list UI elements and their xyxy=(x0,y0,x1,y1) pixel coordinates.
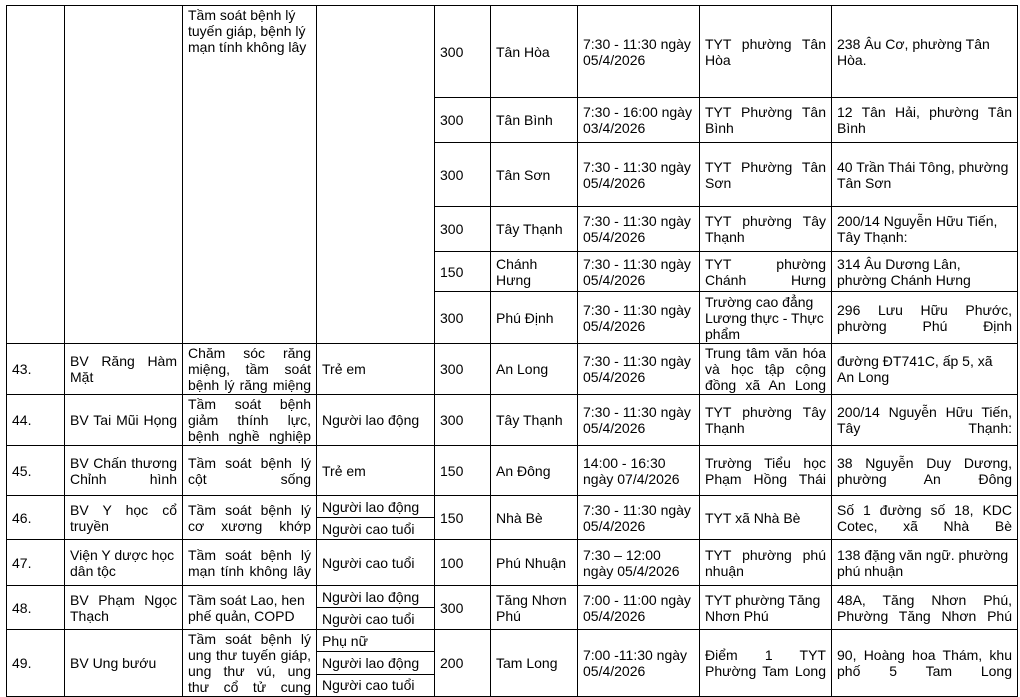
stt-cell: 45. xyxy=(7,446,65,496)
content-cell: Tầm soát Lao, hen phế quản, COPD xyxy=(183,586,317,630)
table-row xyxy=(7,496,1018,518)
time-cell: 14:00 - 16:30 ngày 07/4/2026 xyxy=(578,446,700,496)
unit-cell: Viện Y dược học dân tộc xyxy=(65,540,183,586)
target-cell: Người lao động xyxy=(317,395,435,446)
content-cell: Tầm soát bệnh lý tuyến giáp, bệnh lý mạn tính không lây xyxy=(183,6,317,344)
address-cell: 296 Lưu Hữu Phước, phường Phú Định xyxy=(832,292,1018,344)
stt-cell: 49. xyxy=(7,630,65,697)
unit-cell: BV Tai Mũi Họng xyxy=(65,395,183,446)
stt-cell: 46. xyxy=(7,496,65,540)
area-cell: Tăng Nhơn Phú xyxy=(491,586,578,630)
place-cell: TYT phường Tây Thạnh xyxy=(700,207,832,252)
place-cell: TYT Phường Tân Sơn xyxy=(700,143,832,207)
stt-cell: 43. xyxy=(7,344,65,395)
address-cell: 48A, Tăng Nhơn Phú, Phường Tăng Nhơn Phú xyxy=(832,586,1018,630)
target-cell: Người cao tuổi xyxy=(317,608,435,630)
qty-cell: 300 xyxy=(435,586,491,630)
place-cell: TYT phường Chánh Hưng xyxy=(700,252,832,292)
address-cell: 200/14 Nguyễn Hữu Tiến, Tây Thạnh: xyxy=(832,207,1018,252)
target-cell: Trẻ em xyxy=(317,344,435,395)
stt-cell xyxy=(7,6,65,344)
target-cell: Người lao động xyxy=(317,496,435,518)
time-cell: 7:30 - 11:30 ngày 05/4/2026 xyxy=(578,496,700,540)
address-cell: 200/14 Nguyễn Hữu Tiến, Tây Thạnh: xyxy=(832,395,1018,446)
unit-cell: BV Phạm Ngọc Thạch xyxy=(65,586,183,630)
address-cell: Số 1 đường số 18, KDC Cotec, xã Nhà Bè xyxy=(832,496,1018,540)
qty-cell: 200 xyxy=(435,630,491,697)
content-cell: Tầm soát bệnh lý mạn tính không lây xyxy=(183,540,317,586)
target-cell: Phụ nữ xyxy=(317,630,435,652)
area-cell: Tân Bình xyxy=(491,98,578,143)
target-cell xyxy=(317,6,435,344)
address-cell: 138 đặng văn ngữ. phường phú nhuận xyxy=(832,540,1018,586)
unit-cell: BV Ung bướu xyxy=(65,630,183,697)
qty-cell: 300 xyxy=(435,143,491,207)
unit-cell: BV Răng Hàm Mặt xyxy=(65,344,183,395)
table-row xyxy=(7,540,1018,586)
content-cell: Chăm sóc răng miệng, tầm soát bệnh lý răng miệng xyxy=(183,344,317,395)
qty-cell: 150 xyxy=(435,446,491,496)
stt-cell: 44. xyxy=(7,395,65,446)
place-cell: TYT phường Tăng Nhơn Phú xyxy=(700,586,832,630)
table-row xyxy=(7,395,1018,446)
place-cell: Trường cao đẳng Lương thực - Thực phẩm xyxy=(700,292,832,344)
time-cell: 7:30 - 11:30 ngày 05/4/2026 xyxy=(578,6,700,98)
qty-cell: 300 xyxy=(435,207,491,252)
qty-cell: 150 xyxy=(435,496,491,540)
address-cell: 314 Âu Dương Lân, phường Chánh Hưng xyxy=(832,252,1018,292)
table-row xyxy=(7,344,1018,395)
time-cell: 7:00 -11:30 ngày 05/4/2026 xyxy=(578,630,700,697)
address-cell: 90, Hoàng hoa Thám, khu phố 5 Tam Long xyxy=(832,630,1018,697)
address-cell: 38 Nguyễn Duy Dương, phường An Đông xyxy=(832,446,1018,496)
time-cell: 7:00 - 11:00 ngày 05/4/2026 xyxy=(578,586,700,630)
place-cell: TYT phường Tây Thạnh xyxy=(700,395,832,446)
time-cell: 7:30 - 11:30 ngày 05/4/2026 xyxy=(578,344,700,395)
content-cell: Tầm soát bệnh lý cơ xương khớp xyxy=(183,496,317,540)
unit-cell: BV Y học cổ truyền xyxy=(65,496,183,540)
schedule-table xyxy=(6,5,1018,697)
unit-cell: BV Chấn thương Chỉnh hình xyxy=(65,446,183,496)
stt-cell: 48. xyxy=(7,586,65,630)
table-row xyxy=(7,6,1018,98)
stt-cell: 47. xyxy=(7,540,65,586)
place-cell: Điểm 1 TYT Phường Tam Long xyxy=(700,630,832,697)
target-cell: Người lao động xyxy=(317,652,435,674)
area-cell: Phú Nhuận xyxy=(491,540,578,586)
time-cell: 7:30 - 11:30 ngày 05/4/2026 xyxy=(578,143,700,207)
time-cell: 7:30 – 12:00 ngày 05/4/2026 xyxy=(578,540,700,586)
content-cell: Tầm soát bệnh giảm thính lực, bệnh nghề nghiệp xyxy=(183,395,317,446)
place-cell: TYT Phường Tân Bình xyxy=(700,98,832,143)
qty-cell: 100 xyxy=(435,540,491,586)
area-cell: Tam Long xyxy=(491,630,578,697)
area-cell: An Long xyxy=(491,344,578,395)
place-cell: TYT phường Tân Hòa xyxy=(700,6,832,98)
target-cell: Người cao tuổi xyxy=(317,518,435,540)
target-cell: Người lao động xyxy=(317,586,435,608)
qty-cell: 300 xyxy=(435,344,491,395)
time-cell: 7:30 - 11:30 ngày 05/4/2026 xyxy=(578,395,700,446)
content-cell: Tầm soát bệnh lý cột sống xyxy=(183,446,317,496)
qty-cell: 300 xyxy=(435,98,491,143)
qty-cell: 300 xyxy=(435,395,491,446)
content-cell: Tầm soát bệnh lý ung thư tuyến giáp, ung thư vú, ung thư cổ tử cung xyxy=(183,630,317,697)
area-cell: Tân Sơn xyxy=(491,143,578,207)
time-cell: 7:30 - 16:00 ngày 03/4/2026 xyxy=(578,98,700,143)
area-cell: Phú Định xyxy=(491,292,578,344)
place-cell: TYT phường phú nhuận xyxy=(700,540,832,586)
target-cell: Trẻ em xyxy=(317,446,435,496)
unit-cell xyxy=(65,6,183,344)
time-cell: 7:30 - 11:30 ngày 05/4/2026 xyxy=(578,292,700,344)
address-cell: 238 Âu Cơ, phường Tân Hòa. xyxy=(832,6,1018,98)
time-cell: 7:30 - 11:30 ngày 05/4/2026 xyxy=(578,207,700,252)
qty-cell: 300 xyxy=(435,6,491,98)
table-row xyxy=(7,586,1018,608)
target-cell: Người cao tuổi xyxy=(317,674,435,696)
area-cell: Tây Thạnh xyxy=(491,207,578,252)
table-row xyxy=(7,446,1018,496)
area-cell: An Đông xyxy=(491,446,578,496)
place-cell: Trường Tiểu học Phạm Hồng Thái xyxy=(700,446,832,496)
address-cell: 12 Tân Hải, phường Tân Bình xyxy=(832,98,1018,143)
place-cell: Trung tâm văn hóa và học tập cộng đồng xã An Long xyxy=(700,344,832,395)
area-cell: Tân Hòa xyxy=(491,6,578,98)
address-cell: 40 Trần Thái Tông, phường Tân Sơn xyxy=(832,143,1018,207)
place-cell: TYT xã Nhà Bè xyxy=(700,496,832,540)
qty-cell: 300 xyxy=(435,292,491,344)
qty-cell: 150 xyxy=(435,252,491,292)
area-cell: Chánh Hưng xyxy=(491,252,578,292)
address-cell: đường ĐT741C, ấp 5, xã An Long xyxy=(832,344,1018,395)
table-row xyxy=(7,630,1018,652)
target-cell: Người cao tuổi xyxy=(317,540,435,586)
time-cell: 7:30 - 11:30 ngày 05/4/2026 xyxy=(578,252,700,292)
area-cell: Tây Thạnh xyxy=(491,395,578,446)
area-cell: Nhà Bè xyxy=(491,496,578,540)
